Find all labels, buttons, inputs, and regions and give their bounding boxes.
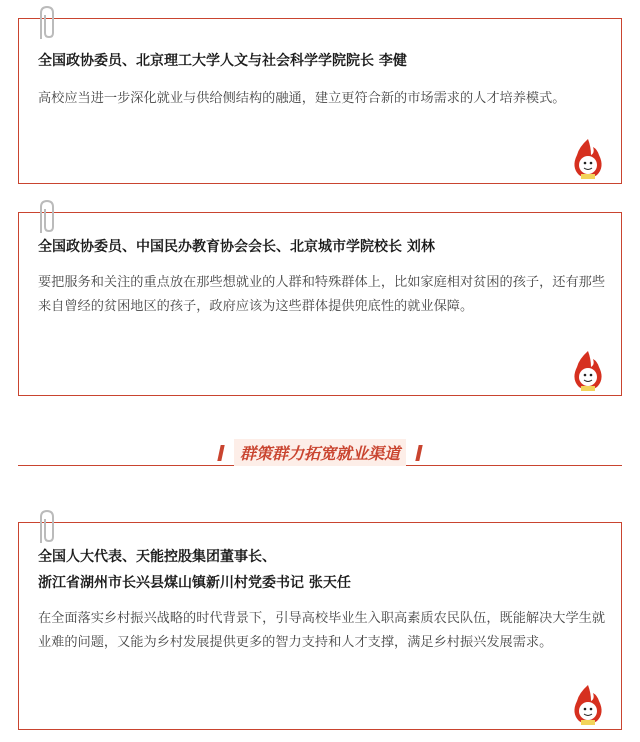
section-divider (18, 433, 622, 473)
paperclip-icon (29, 199, 63, 235)
card-body: 要把服务和关注的重点放在那些想就业的人群和特殊群体上，比如家庭相对贫困的孩子，还有那些来自曾经的贫困地区的孩子，政府应该为这些群体提供兜底性的就业保障。 (38, 275, 606, 314)
flame-mascot-icon (569, 137, 607, 181)
card-heading-line1: 全国人大代表、天能控股集团董事长、 (38, 549, 276, 565)
title-bar-right (415, 445, 422, 461)
section-title: 群策群力拓宽就业渠道 (234, 439, 406, 466)
flame-mascot-icon (569, 349, 607, 393)
card-heading: 全国政协委员、北京理工大学人文与社会科学学院院长 李健 (38, 53, 407, 69)
card-heading: 全国政协委员、中国民办教育协会会长、北京城市学院校长 刘林 (38, 239, 435, 255)
paperclip-icon (29, 509, 63, 545)
card-body: 高校应当进一步深化就业与供给侧结构的融通，建立更符合新的市场需求的人才培养模式。 (38, 91, 566, 106)
card-body: 在全面落实乡村振兴战略的时代背景下，引导高校毕业生入职高素质农民队伍，既能解决大学生就业难的问题，又能为乡村发展提供更多的智力支持和人才支撑，满足乡村振兴发展需求。 (38, 611, 606, 650)
card-heading-line2: 浙江省湖州市长兴县煤山镇新川村党委书记 张天任 (38, 575, 351, 591)
title-bar-left (217, 445, 224, 461)
quote-card-1 (18, 18, 622, 184)
quote-card-2 (18, 212, 622, 396)
flame-mascot-icon (569, 683, 607, 727)
paperclip-icon (29, 5, 63, 41)
quote-card-3 (18, 522, 622, 730)
